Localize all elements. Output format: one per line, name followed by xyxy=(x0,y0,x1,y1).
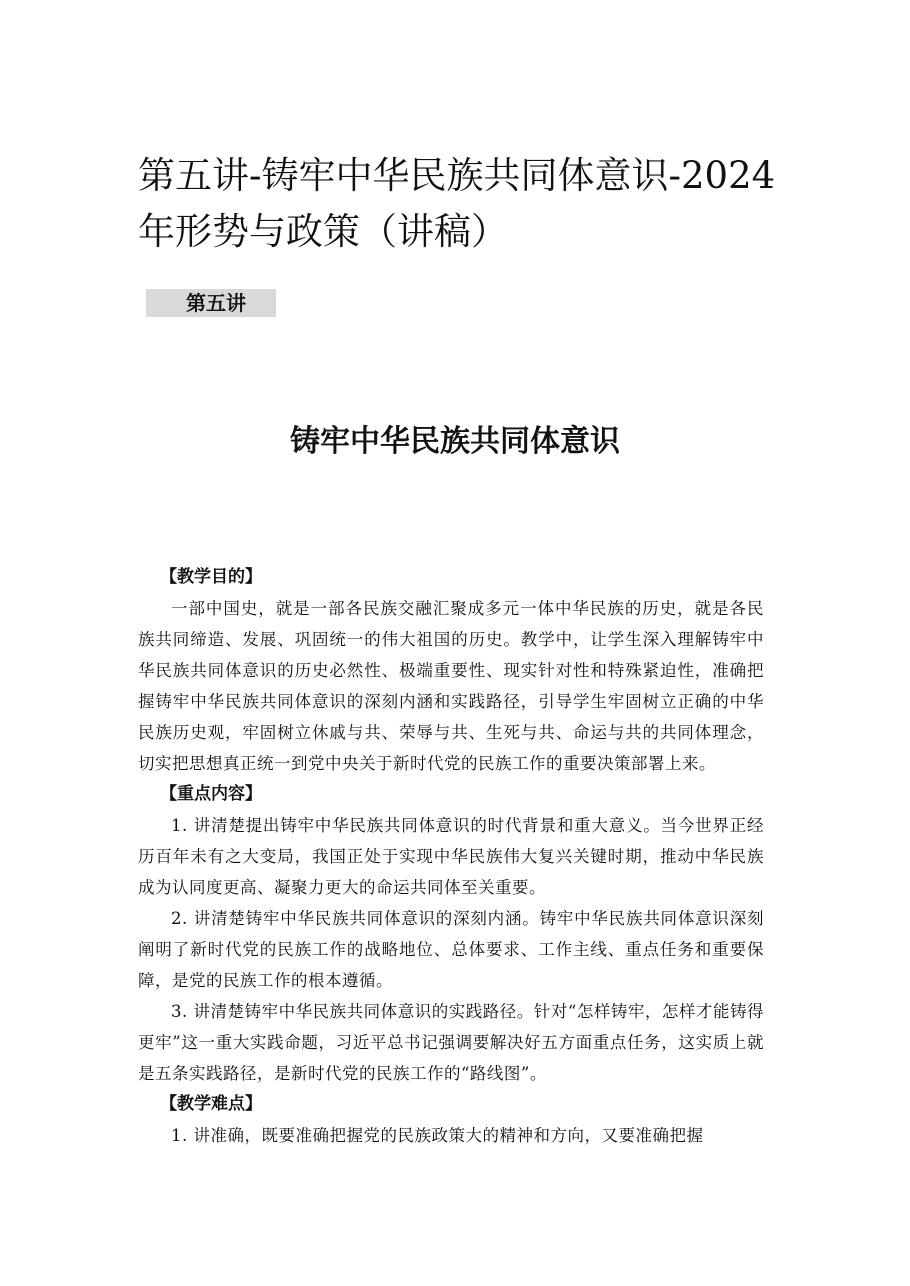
paragraph: 2. 讲清楚铸牢中华民族共同体意识的深刻内涵。铸牢中华民族共同体意识深刻阐明了新时代党的民族工作的战略地位、总体要求、工作主线、重点任务和重要保障，是党的民族工作的根本遵循。 xyxy=(138,909,764,990)
document-body xyxy=(138,562,764,1151)
section-heading-teaching-difficulty: 【教学难点】 xyxy=(160,1094,262,1114)
lecture-label: 第五讲 xyxy=(146,289,276,317)
main-heading: 铸牢中华民族共同体意识 xyxy=(290,424,620,459)
document-title: 第五讲-铸牢中华民族共同体意识-2024年形势与政策（讲稿） xyxy=(138,154,776,253)
section-heading-key-content: 【重点内容】 xyxy=(160,784,262,804)
paragraph: 一部中国史，就是一部各民族交融汇聚成多元一体中华民族的历史，就是各民族共同缔造、发展、巩固统一的伟大祖国的历史。教学中，让学生深入理解铸牢中华民族共同体意识的历史必然性、极端重要性、现实针对性和特殊紧迫性，准确把握铸牢中华民族共同体意识的深刻内涵和实践路径，引导学生牢固树立正确的中华民族历史观，牢固树立休戚与共、荣辱与共、生死与共、命运与共的共同体理念，切实把思想真正统一到党中央关于新时代党的民族工作的重要决策部署上来。 xyxy=(138,599,764,773)
section-heading-teaching-goal: 【教学目的】 xyxy=(160,567,262,587)
paragraph: 1. 讲准确，既要准确把握党的民族政策大的精神和方向，又要准确把握 xyxy=(171,1126,704,1145)
paragraph: 1. 讲清楚提出铸牢中华民族共同体意识的时代背景和重大意义。当今世界正经历百年未有之大变局，我国正处于实现中华民族伟大复兴关键时期，推动中华民族成为认同度更高、凝聚力更大的命运共同体至关重要。 xyxy=(138,816,764,897)
paragraph: 3. 讲清楚铸牢中华民族共同体意识的实践路径。针对“怎样铸牢，怎样才能铸得更牢”这一重大实践命题，习近平总书记强调要解决好五方面重点任务，这实质上就是五条实践路径，是新时代党的民族工作的“路线图”。 xyxy=(138,1002,764,1083)
